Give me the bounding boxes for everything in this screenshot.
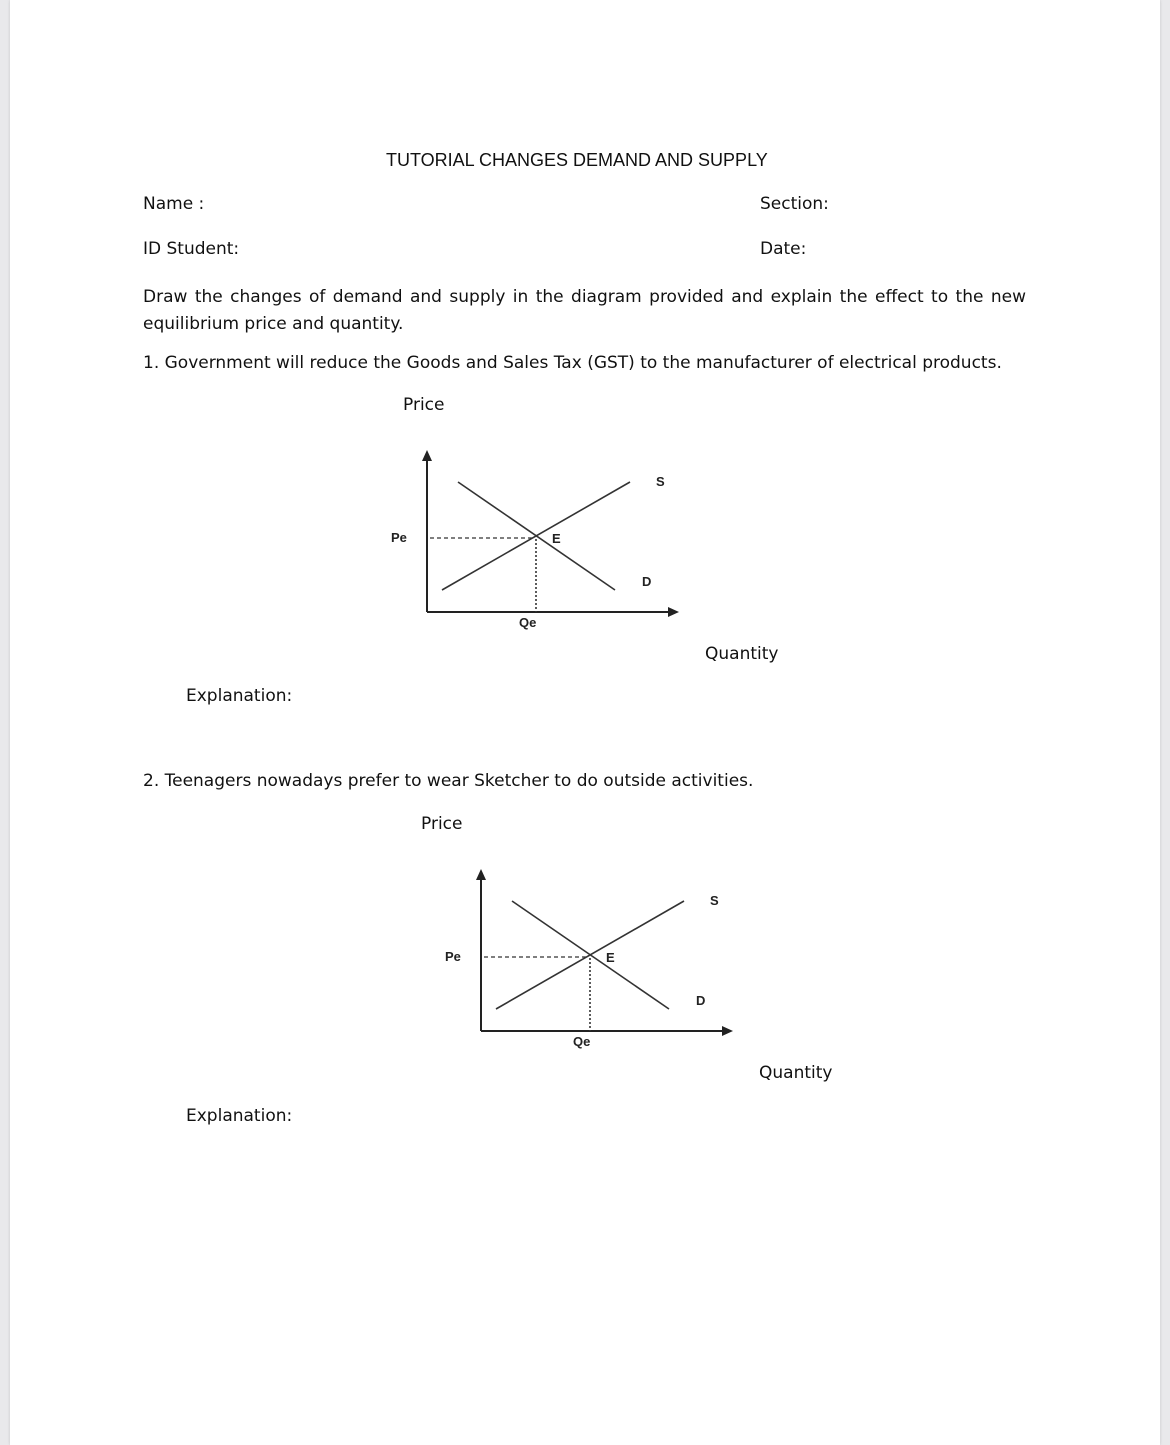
- instructions: Draw the changes of demand and supply in the diagram provided and explain the effect to the new equilibrium price and quantity.: [143, 287, 1026, 334]
- pe-label: Pe: [445, 949, 461, 964]
- demand-curve: [512, 901, 669, 1009]
- demand-curve: [458, 482, 615, 590]
- supply-demand-diagram: [434, 859, 754, 1059]
- price-axis-arrow-icon: [476, 869, 486, 880]
- quantity-axis-label: Quantity: [759, 1063, 833, 1083]
- date-field-label: Date:: [760, 239, 807, 259]
- supply-label: S: [656, 474, 665, 489]
- explanation-label: Explanation:: [186, 686, 293, 706]
- question-1-text: 1. Government will reduce the Goods and Sales Tax (GST) to the manufacturer of electrical products.: [143, 353, 1002, 373]
- document-page: [10, 0, 1160, 1445]
- equilibrium-label: E: [552, 531, 561, 546]
- equilibrium-label: E: [606, 950, 615, 965]
- qe-label: Qe: [519, 615, 537, 630]
- pe-label: Pe: [391, 530, 407, 545]
- demand-label: D: [696, 993, 706, 1008]
- section-field-label: Section:: [760, 194, 829, 214]
- quantity-axis-arrow-icon: [722, 1026, 733, 1036]
- explanation-label: Explanation:: [186, 1106, 293, 1126]
- price-axis-arrow-icon: [422, 450, 432, 461]
- qe-label: Qe: [573, 1034, 591, 1049]
- supply-demand-diagram: [380, 440, 700, 640]
- demand-label: D: [642, 574, 652, 589]
- id-student-field-label: ID Student:: [143, 239, 240, 259]
- supply-label: S: [710, 893, 719, 908]
- document-title: TUTORIAL CHANGES DEMAND AND SUPPLY: [386, 150, 768, 170]
- price-axis-label: Price: [421, 814, 463, 834]
- name-field-label: Name :: [143, 194, 205, 214]
- question-2-text: 2. Teenagers nowadays prefer to wear Sketcher to do outside activities.: [143, 771, 754, 791]
- quantity-axis-label: Quantity: [705, 644, 779, 664]
- price-axis-label: Price: [403, 395, 445, 415]
- quantity-axis-arrow-icon: [668, 607, 679, 617]
